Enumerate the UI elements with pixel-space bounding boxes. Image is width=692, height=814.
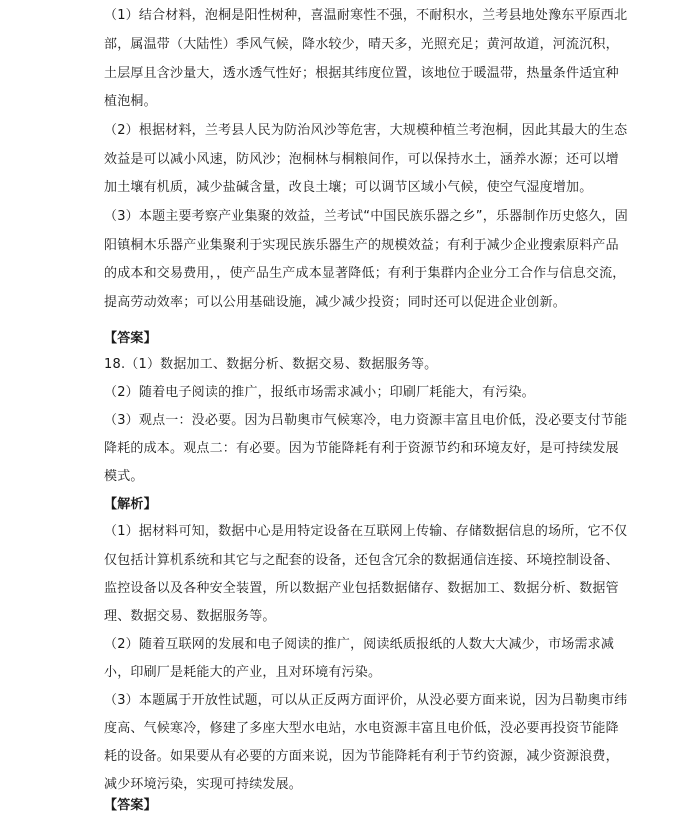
text-line: 减少环境污染，实现可持续发展。: [104, 777, 303, 792]
text-line: 降耗的成本。观点二：有必要。因为节能降耗有利于资源节约和环境友好，是可持续发展: [104, 441, 619, 456]
text-line: 阳镇桐木乐器产业集聚利于实现民族乐器生产的规模效益；有利于减少企业搜索原料产品: [104, 238, 619, 253]
text-line: 监控设备以及各种安全装置，所以数据产业包括数据储存、数据加工、数据分析、数据管: [104, 581, 619, 596]
text-line: 部，属温带（大陆性）季风气候，降水较少，晴天多，光照充足；黄河故道，河流沉积，: [104, 37, 619, 52]
text-line: （1）据材料可知，数据中心是用特定设备在互联网上传输、存储数据信息的场所，它不仅: [104, 524, 628, 539]
text-line: 效益是可以减小风速，防风沙；泡桐林与桐粮间作，可以保持水土，涵养水源；还可以增: [104, 152, 619, 167]
text-line: （2）随着电子阅读的推广，报纸市场需求减小；印刷厂耗能大，有污染。: [104, 385, 535, 400]
text-line: （3）观点一：没必要。因为吕勒奥市气候寒冷，电力资源丰富且电价低，没必要支付节能: [104, 413, 628, 428]
text-line: （3）本题属于开放性试题，可以从正反两方面评价，从没必要方面来说，因为吕勒奥市纬: [104, 693, 628, 708]
text-line: 理、数据交易、数据服务等。: [104, 609, 276, 624]
answer-heading: 【答案】: [104, 331, 157, 346]
text-line: （3）本题主要考察产业集聚的效益，兰考试“中国民族乐器之乡”，乐器制作历史悠久，固: [104, 209, 628, 224]
answer-heading: 【答案】: [104, 798, 157, 813]
text-line: 耗的设备。如果要从有必要的方面来说，因为节能降耗有利于节约资源，减少资源浪费，: [104, 749, 619, 764]
text-line: 小，印刷厂是耗能大的产业，且对环境有污染。: [104, 665, 382, 680]
text-line: （2）根据材料，兰考县人民为防治风沙等危害，大规模种植兰考泡桐，因此其最大的生态: [104, 123, 628, 138]
text-line: 度高、气候寒冷，修建了多座大型水电站，水电资源丰富且电价低，没必要再投资节能降: [104, 721, 619, 736]
text-line: 加土壤有机质，减少盐碱含量，改良土壤；可以调节区域小气候，使空气湿度增加。: [104, 180, 593, 195]
analysis-heading: 【解析】: [104, 497, 157, 512]
text-line: 18.（1）数据加工、数据分析、数据交易、数据服务等。: [104, 357, 438, 372]
text-line: （1）结合材料，泡桐是阳性树种，喜温耐寒性不强，不耐积水，兰考县地处豫东平原西北: [104, 8, 628, 23]
text-line: 仅包括计算机系统和其它与之配套的设备，还包含冗余的数据通信连接、环境控制设备、: [104, 553, 619, 568]
text-line: 的成本和交易费用，，使产品生产成本显著降低；有利于集群内企业分工合作与信息交流，: [104, 266, 626, 281]
text-line: 土层厚且含沙量大，透水透气性好；根据其纬度位置，该地位于暖温带，热量条件适宜种: [104, 66, 619, 81]
text-line: 植泡桐。: [104, 94, 157, 109]
text-line: 提高劳动效率；可以公用基础设施，减少减少投资；同时还可以促进企业创新。: [104, 295, 567, 310]
text-line: 模式。: [104, 469, 144, 484]
text-line: （2）随着互联网的发展和电子阅读的推广，阅读纸质报纸的人数大大减少，市场需求减: [104, 637, 615, 652]
